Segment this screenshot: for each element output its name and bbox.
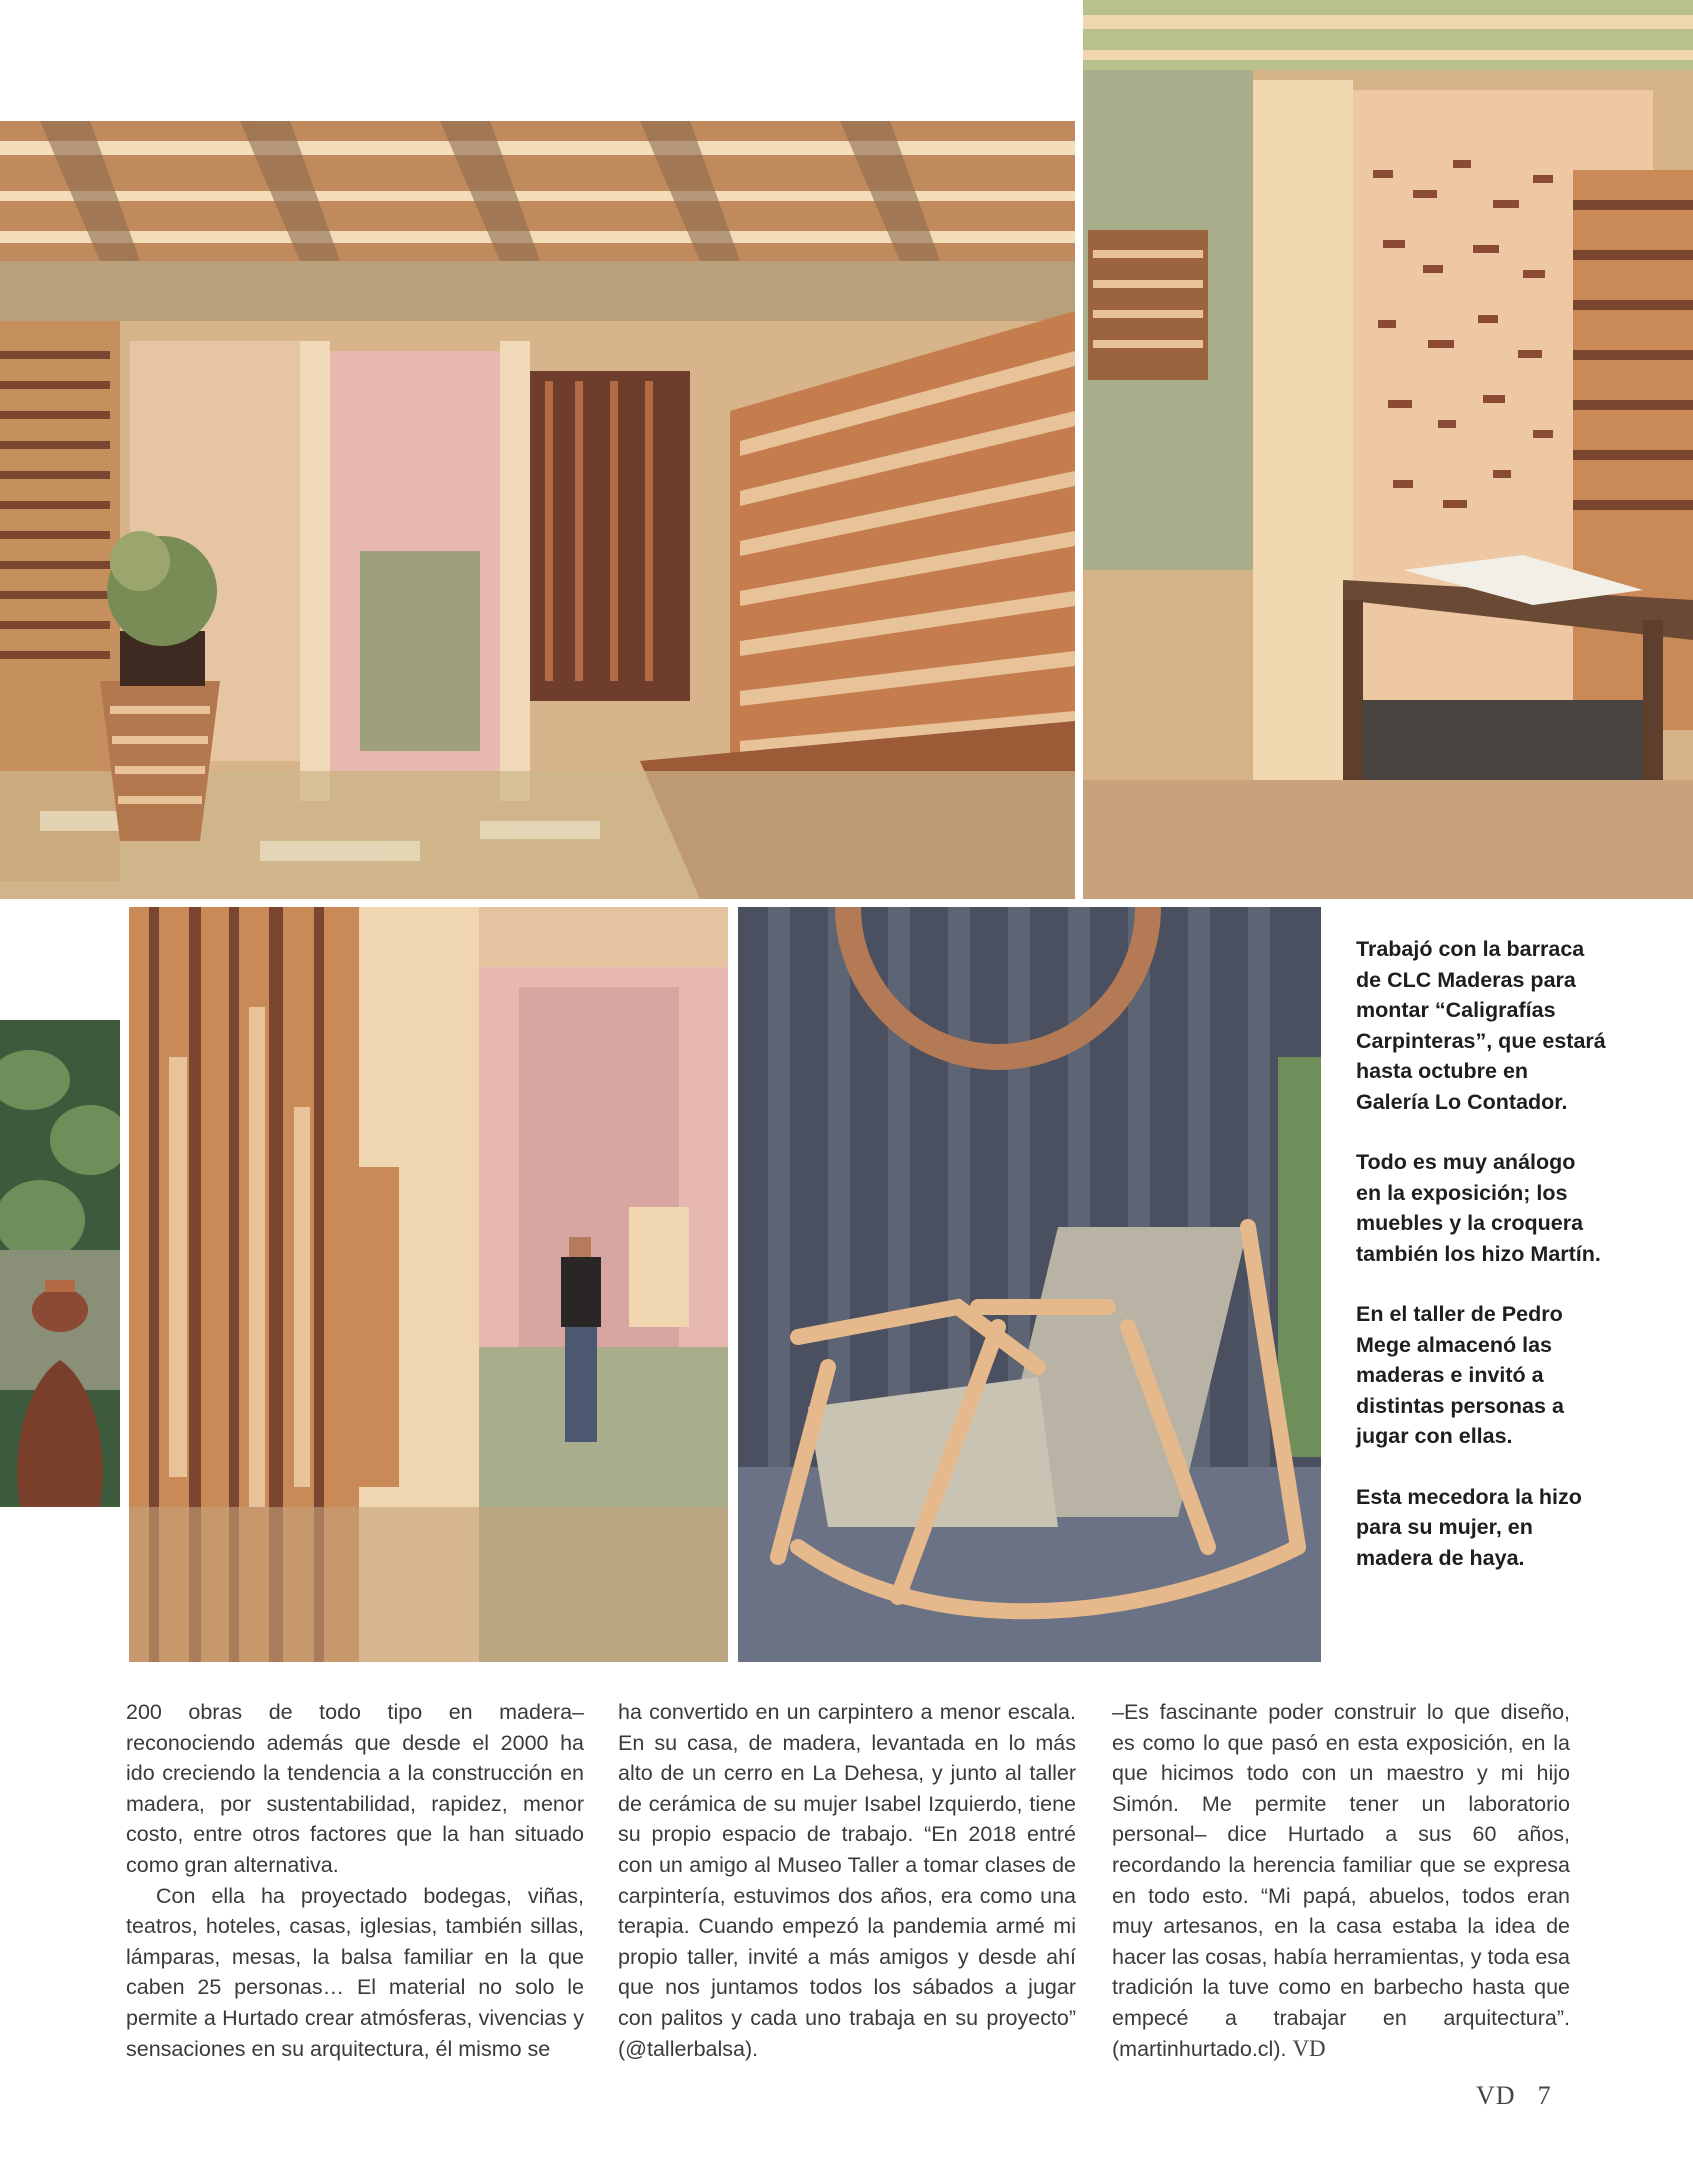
body-column-2 xyxy=(618,1697,1076,2064)
paragraph: ha convertido en un carpintero a menor escala. En su casa, de madera, levantada en lo más alto de un cerro en La Dehesa, y junto al taller de cerámica de su mujer Isabel Izquierdo, tiene su propio espacio de trabajo. “En 2018 entré con un amigo al Museo Taller a tomar clases de carpintería, estuvimos dos años, era como una terapia. Cuando empezó la pandemia armé mi propio taller, invité a más amigos y desde ahí que nos juntamos todos los sábados a jugar con palitos y cada uno trabaja en su proyecto” (@tallerbalsa). xyxy=(618,1700,1076,2061)
paragraph: 200 obras de todo tipo en madera– reconociendo además que desde el 2000 ha ido creciendo la tendencia a la construcción en madera, por sustentabilidad, rapidez, menor costo, entre otros factores que la han situado como gran alternativa. xyxy=(126,1700,584,1877)
photo-detail xyxy=(1083,0,1693,899)
paragraph xyxy=(1112,1697,1570,2064)
photo-interior xyxy=(129,907,728,1662)
end-mark: VD xyxy=(1292,2035,1326,2061)
paragraph: Con ella ha proyectado bodegas, viñas, teatros, hoteles, casas, iglesias, también sillas, lámparas, mesas, la balsa familiar en la que caben 25 personas… El material no solo le permite a Hurtado crear atmósferas, vivencias y sensaciones en su arquitectura, él mismo se xyxy=(126,1883,584,2061)
magazine-name: VD xyxy=(1476,2081,1516,2110)
caption-3: En el taller de Pedro Mege almacenó las maderas e invitó a distintas personas a jugar con ellas. xyxy=(1356,1302,1564,1448)
photo-pavilion xyxy=(0,121,1075,899)
page-number: 7 xyxy=(1537,2081,1551,2110)
paragraph-text: –Es fascinante poder construir lo que diseño, es como lo que pasó en esta exposición, en la que hicimos todo con un maestro y mi hijo Simón. Me permite tener un laboratorio personal– dice Hurtado a sus 60 años, recordando la herencia familiar que se expresa en todo esto. “Mi papá, abuelos, todos eran muy artesanos, en la casa estaba la idea de hacer las cosas, había herramientas, y toda esa tradición la tuve como en barbecho hasta que empecé a trabajar en arquitectura”. (martinhurtado.cl). xyxy=(1112,1700,1570,2061)
caption-1: Trabajó con la barraca de CLC Maderas para montar “Caligrafías Carpinteras”, que estará hasta octubre en Galería Lo Contador. xyxy=(1356,937,1606,1114)
photo-rocker xyxy=(738,907,1321,1662)
body-column-1 xyxy=(126,1697,584,2064)
caption-2: Todo es muy análogo en la exposición; los muebles y la croquera también los hizo Martín. xyxy=(1356,1150,1601,1266)
page-folio xyxy=(1476,2081,1551,2111)
body-column-3 xyxy=(1112,1697,1570,2064)
photo-captions xyxy=(1356,934,1606,1603)
photo-garden xyxy=(0,1020,120,1507)
caption-4: Esta mecedora la hizo para su mujer, en madera de haya. xyxy=(1356,1484,1582,1570)
